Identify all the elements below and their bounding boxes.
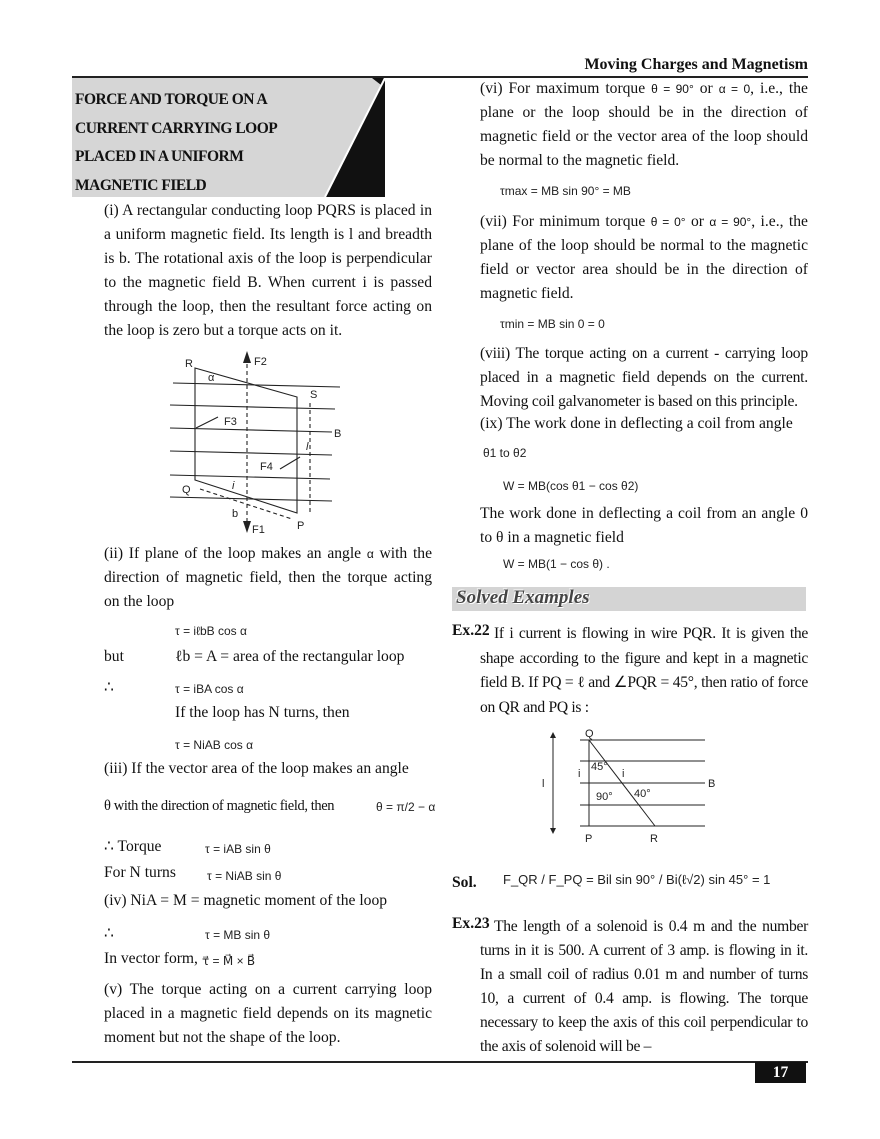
example-label: Ex.23 <box>452 915 490 932</box>
label-S: S <box>310 389 318 401</box>
label-alpha: α <box>208 372 215 384</box>
label-B: B <box>708 778 716 790</box>
label-40: 40° <box>634 788 651 800</box>
label-P: P <box>585 833 593 845</box>
paragraph-i: (i) A rectangular conducting loop PQRS is placed in a uniform magnetic field. Its length is l and breadth is b. The rotational axis of the loop is perpendicular to the magnetic field B. When current i is passed through the loop, then the resultant force acting on the loop is zero but a torque acts on it. <box>104 202 432 339</box>
equation: α = 0 <box>718 82 751 96</box>
equation-work-theta: W = MB(1 − cos θ) . <box>503 557 610 571</box>
paragraph-iii-cont: θ with the direction of magnetic field, then <box>104 798 335 814</box>
therefore-symbol: ∴ <box>104 925 114 942</box>
example-22-text: If i current is flowing in wire PQR. It is given the shape according to the figure and kept in a magnetic field B. If PQ = ℓ and ∠PQR = 45°, then ratio of force on QR and PQ is : <box>480 625 808 716</box>
equation: α = 90° <box>709 215 752 229</box>
label-F1: F1 <box>252 524 265 535</box>
label-P: P <box>297 520 305 532</box>
equation-torque-min: τmin = MB sin 0 = 0 <box>500 317 605 331</box>
paragraph-vi <box>480 77 808 173</box>
label-F4: F4 <box>260 461 273 473</box>
text: or <box>690 213 704 230</box>
equation-vector: τ⃗ = M⃗ × B⃗ <box>202 954 256 968</box>
equation-theta: θ = π/2 − α <box>376 800 436 814</box>
example-23-text: The length of a solenoid is 0.4 m and the number turns in it is 500. A current of 3 amp. is flowing in it. In a small coil of radius 0.01 m and number of turns 10, a current of 0.4 amp. is flowing. The torque necessary to keep the axis of this coil perpendicular to the axis of solenoid will be – <box>480 918 808 1055</box>
paragraph-work: The work done in deflecting a coil from an angle 0 to θ in a magnetic field <box>480 505 808 546</box>
label-l: l <box>542 778 545 790</box>
solved-examples-heading: Solved Examples <box>456 587 590 608</box>
equation-torque-n-sin: τ = NiAB sin θ <box>207 869 282 883</box>
text: (vi) For maximum torque <box>480 80 646 97</box>
text: (ii) If plane of the loop makes an angle <box>104 545 362 562</box>
paragraph-ii <box>104 542 432 614</box>
paragraph-vii <box>480 210 808 306</box>
label-i: i <box>622 768 625 780</box>
equation-torque-sin: τ = iAB sin θ <box>205 842 271 856</box>
label-Q: Q <box>182 484 191 496</box>
section-title-line: MAGNETIC FIELD <box>75 176 207 194</box>
section-title-line: PLACED IN A UNIFORM <box>75 148 244 165</box>
angle-range: θ1 to θ2 <box>483 446 527 460</box>
equation-torque-max: τmax = MB sin 90° = MB <box>500 184 631 198</box>
loop-diagram <box>140 345 360 535</box>
paragraph-ix: (ix) The work done in deflecting a coil from angle <box>480 415 793 432</box>
solution-equation: F_QR / F_PQ = Bil sin 90° / Bi(ℓ√2) sin 45° = 1 <box>503 872 771 887</box>
label-R: R <box>650 833 658 845</box>
n-turns-text: If the loop has N turns, then <box>175 704 350 721</box>
torque-label: ∴ Torque <box>104 838 162 855</box>
text: or <box>699 80 713 97</box>
page-number: 17 <box>755 1062 806 1083</box>
section-title-box <box>72 78 385 197</box>
footer-rule <box>72 1061 808 1063</box>
section-title-line: CURRENT CARRYING LOOP <box>75 119 278 137</box>
label-Q: Q <box>585 728 594 740</box>
text: , i.e., the plane or the loop should be in the direction of magnetic field or the vector area of the loop should be normal to the magnetic field. <box>480 80 808 169</box>
label-i: i <box>578 768 581 780</box>
chapter-header: Moving Charges and Magnetism <box>584 56 808 73</box>
text: (vii) For minimum torque <box>480 213 646 230</box>
equation-work: W = MB(cos θ1 − cos θ2) <box>503 479 639 493</box>
vector-form-label: In vector form, <box>104 950 198 967</box>
paragraph-iii: (iii) If the vector area of the loop makes an angle <box>104 760 409 777</box>
equation-torque: τ = iℓbB cos α <box>175 624 247 638</box>
equation-torque-mb: τ = MB sin θ <box>205 928 271 942</box>
paragraph-iv: (iv) NiA = M = magnetic moment of the loop <box>104 892 388 909</box>
label-45: 45° <box>591 761 608 773</box>
example-label: Ex.22 <box>452 622 490 639</box>
n-turns-label: For N turns <box>104 864 176 881</box>
equation-torque-area: τ = iBA cos α <box>175 682 244 696</box>
wire-pqr-diagram <box>540 728 730 848</box>
equation: θ = 0° <box>650 215 686 229</box>
solved-examples-banner <box>452 587 806 611</box>
equation-torque-n: τ = NiAB cos α <box>175 738 254 752</box>
label-90: 90° <box>596 791 613 803</box>
solution-label: Sol. <box>452 874 477 891</box>
equation: θ = 90° <box>651 82 694 96</box>
area-text: ℓb = A = area of the rectangular loop <box>175 648 405 665</box>
label-F2: F2 <box>254 356 267 368</box>
section-title-line: FORCE AND TORQUE ON A <box>75 91 268 108</box>
therefore-symbol: ∴ <box>104 679 114 696</box>
label-B: B <box>334 428 342 440</box>
but-label: but <box>104 648 124 665</box>
label-i: i <box>232 480 235 492</box>
paragraph-v: (v) The torque acting on a current carrying loop placed in a magnetic field depends on its magnetic moment but not the shape of the loop. <box>104 981 432 1046</box>
label-F3: F3 <box>224 416 237 428</box>
alpha-symbol: α <box>366 547 374 561</box>
label-l: l <box>306 441 309 453</box>
text: , i.e., the plane of the loop should be normal to the magnetic field or vector area should be in the direction of magnetic field. <box>480 213 808 302</box>
paragraph-viii: (viii) The torque acting on a current - carrying loop placed in a magnetic field depends on the current. Moving coil galvanometer is based on this principle. <box>480 345 808 410</box>
text: with the direction of magnetic field, then the torque acting on the loop <box>104 545 432 610</box>
label-b: b <box>232 508 239 520</box>
label-R: R <box>185 358 193 370</box>
